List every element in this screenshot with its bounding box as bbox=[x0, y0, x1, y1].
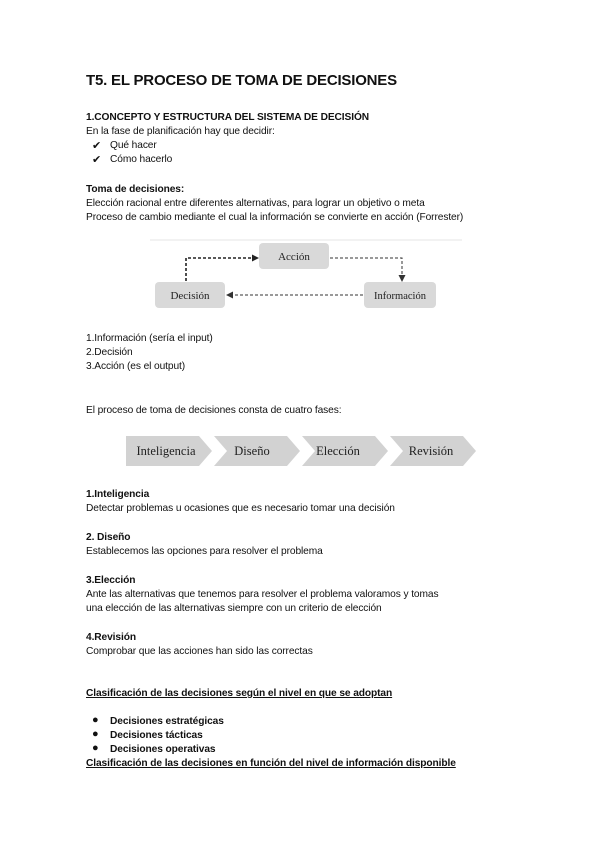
bullet-icon: ● bbox=[92, 742, 99, 754]
step-item: 1.Información (sería el input) bbox=[86, 333, 213, 344]
arrow-decision-to-accion bbox=[186, 258, 255, 281]
bullet-icon: ● bbox=[92, 714, 99, 726]
fase-label: Inteligencia bbox=[136, 444, 196, 458]
section-intro: En la fase de planificación hay que decidir: bbox=[86, 126, 275, 137]
step-item: 3.Acción (es el output) bbox=[86, 361, 186, 372]
fases-intro: El proceso de toma de decisiones consta de cuatro fases: bbox=[86, 405, 342, 416]
fase-detail-text: una elección de las alternativas siempre con un criterio de elección bbox=[86, 603, 382, 614]
section-heading-concepto: 1.CONCEPTO Y ESTRUCTURA DEL SISTEMA DE DECISIÓN bbox=[86, 112, 370, 123]
fase-detail-text: Detectar problemas u ocasiones que es necesario tomar una decisión bbox=[86, 503, 395, 514]
toma-heading: Toma de decisiones: bbox=[86, 184, 185, 195]
check-mark-icon: ✔ bbox=[92, 140, 102, 152]
decision-label: Decisión bbox=[170, 290, 210, 302]
arrowhead bbox=[399, 275, 406, 282]
toma-line: Elección racional entre diferentes alternativas, para lograr un objetivo o meta bbox=[86, 198, 425, 209]
informacion-label: Información bbox=[374, 291, 426, 302]
arrowhead bbox=[252, 255, 259, 262]
arrow-accion-to-informacion bbox=[330, 258, 402, 278]
list-item: Decisiones operativas bbox=[110, 744, 216, 755]
fase-detail-heading: 1.Inteligencia bbox=[86, 489, 150, 500]
check-item: Cómo hacerlo bbox=[110, 154, 173, 165]
arrowhead bbox=[226, 292, 233, 299]
fase-detail-heading: 3.Elección bbox=[86, 575, 136, 586]
fase-detail-text: Comprobar que las acciones han sido las correctas bbox=[86, 646, 313, 657]
check-mark-icon: ✔ bbox=[92, 154, 102, 166]
fase-label: Diseño bbox=[234, 444, 270, 458]
clasificacion-nivel-heading: Clasificación de las decisiones según el nivel en que se adoptan bbox=[86, 688, 393, 699]
fase-label: Revisión bbox=[408, 444, 454, 458]
bullet-icon: ● bbox=[92, 728, 99, 740]
list-item: Decisiones estratégicas bbox=[110, 716, 224, 727]
page-title: T5. EL PROCESO DE TOMA DE DECISIONES bbox=[86, 72, 397, 89]
fase-label: Elección bbox=[316, 444, 360, 458]
list-item: Decisiones tácticas bbox=[110, 730, 203, 741]
clasificacion-informacion-heading: Clasificación de las decisiones en función del nivel de información disponible bbox=[86, 758, 456, 769]
fase-detail-heading: 4.Revisión bbox=[86, 632, 136, 643]
step-item: 2.Decisión bbox=[86, 347, 133, 358]
accion-label: Acción bbox=[278, 251, 310, 263]
fase-detail-text: Establecemos las opciones para resolver el problema bbox=[86, 546, 323, 557]
check-item: Qué hacer bbox=[110, 140, 157, 151]
toma-line: Proceso de cambio mediante el cual la información se convierte en acción (Forrester) bbox=[86, 212, 464, 223]
fase-detail-heading: 2. Diseño bbox=[86, 532, 131, 543]
fase-detail-text: Ante las alternativas que tenemos para resolver el problema valoramos y tomas bbox=[86, 589, 439, 600]
